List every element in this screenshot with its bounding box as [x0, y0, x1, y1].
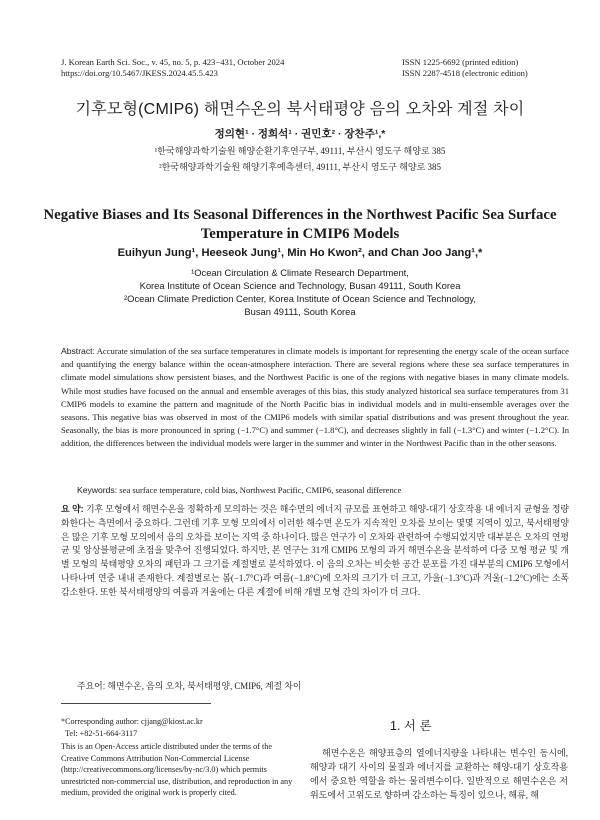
section-heading-introduction: 1. 서 론 [390, 719, 432, 733]
doi-link[interactable]: https://doi.org/10.5467/JKESS.2024.45.5.423 [61, 68, 218, 78]
open-access-notice: This is an Open-Access article distributed under the terms of the Creative Commons Attribution Non-Commercial License (http://creativecommons.org/licenses/by-nc/3.0) which permits unrestricted non-commercial use, distribution, and reproduction in any medium, provided the original work is properly cited. [61, 742, 293, 798]
abstract-label: Abstract: [61, 346, 95, 356]
keywords-label: Keywords: [77, 485, 118, 495]
journal-citation: J. Korean Earth Sci. Soc., v. 45, no. 5, p. 423−431, October 2024 [61, 57, 285, 67]
korean-affiliation-2: ²한국해양과학기술원 해양기후예측센터, 49111, 부산시 영도구 해양로 385 [158, 162, 442, 172]
english-abstract [61, 345, 569, 451]
corresponding-author [61, 716, 231, 739]
korean-title: 기후모형(CMIP6) 해면수온의 북서태평양 음의 오차와 계절 차이 [75, 101, 525, 118]
affiliation-1-line-2: Korea Institute of Ocean Science and Technology, Busan 49111, South Korea [139, 280, 461, 291]
english-affiliations [40, 266, 560, 318]
english-title: Negative Biases and Its Seasonal Differences in the Northwest Pacific Sea Surface Temperature in CMIP6 Models [43, 207, 557, 242]
introduction-text: 해면수온은 해양표층의 열에너지량을 나타내는 변수인 동시에, 해양과 대기 사이의 물질과 에너지를 교환하는 해양-대기 상호작용에서 중요한 역할을 하는 물리변수이다. 일반적으로 해면수온은 저위도에서 고위도로 향하며 감소하는 특징이 있으나, 해류, 해 [310, 748, 568, 800]
issn-print: ISSN 1225-6692 (printed edition) [402, 57, 519, 67]
korean-keywords [77, 679, 301, 692]
korean-authors: 정의현¹ · 정희석¹ · 권민호² · 장찬주¹,* [214, 128, 386, 140]
keywords-text: sea surface temperature, cold bias, Northwest Pacific, CMIP6, seasonal difference [119, 485, 402, 495]
korean-abstract-text: 기후 모형에서 해면수온을 정확하게 모의하는 것은 해수면의 에너지 규모를 표현하고 해양-대기 상호작용 내 에너지 균형을 정량화한다는 측면에서 중요하다. 그런데 기후 모형 모의에서 이러한 해수면 온도가 지속적인 오차를 보이는 몇몇 지역이 있고, 북서태평양은 많은 기후 모형 모의에서 음의 오차를 보이는 지역 중 하나이다. 많은 연구가 이 오차와 관련하여 수행되었지만 대부분은 오차의 연평균 및 앙상블평균에 초점을 맞추어 진행되었다. 하지만, 본 연구는 31개 CMIP6 모형의 과거 해면수온을 분석하여 다중 모형 평균 및 개별 모형의 북태평양 오차의 패턴과 그 크기를 계절별로 분석하였다. 이 음의 오차는 비슷한 공간 분포를 가진 대부분의 CMIP6 모형에서 나타나며 연중 내내 존재한다. 계절별로는 봄(−1.7°C)과 여름(−1.8°C)에 오차의 크기가 더 크고, 가을(−1.3°C)과 겨울(−1.2°C)에는 소폭 감소한다. 또한 북서태평양의 여름과 겨울에는 다른 계절에 비해 개별 모형 간의 차이가 더 크다. [61, 504, 569, 597]
footnote-divider [61, 703, 211, 704]
affiliation-2-line-1: ²Ocean Climate Prediction Center, Korea Institute of Ocean Science and Technology, [124, 293, 476, 304]
issn-electronic: ISSN 2287-4518 (electronic edition) [402, 68, 528, 78]
korean-abstract-label: 요 약: [61, 504, 84, 514]
korean-keywords-label: 주요어: [77, 681, 106, 691]
korean-abstract [61, 503, 569, 600]
affiliation-1-line-1: ¹Ocean Circulation & Climate Research Department, [191, 267, 409, 278]
abstract-text: Accurate simulation of the sea surface temperatures in climate models is important for representing the energy scale of the ocean surface and quantifying the energy balance within the ocean-atmosphere interaction. There are several regions where these sea surface temperatures in climate model simulations show persistent biases, and the Northwest Pacific is one of the regions with negative biases in many climate models. While most studies have focused on the annual and ensemble averages of this bias, this study analyzed historical sea surface temperatures from 31 CMIP6 models to examine the pattern and magnitude of the North Pacific bias in individual models and in multi-ensemble averages over the seasons. This negative bias was observed in most of the CMIP6 models with similar spatial distributions and was present throughout the year. Seasonally, the bias is more pronounced in spring (−1.7°C) and summer (−1.8°C), and decreases slightly in fall (−1.3°C) and winter (−1.2°C). In addition, the differences between the individual models were larger in the summer and winter in the Northwest Pacific than in the other seasons. [61, 346, 569, 449]
english-keywords [77, 485, 401, 495]
corresponding-email[interactable]: *Corresponding author: cjjang@kiost.ac.kr [61, 717, 203, 726]
korean-keywords-text: 해면수온, 음의 오차, 북서태평양, CMIP6, 계절 차이 [107, 681, 302, 691]
korean-affiliation-1: ¹한국해양과학기술원 해양순환기후연구부, 49111, 부산시 영도구 해양로 385 [154, 146, 446, 156]
corresponding-tel: Tel: +82-51-664-3117 [65, 728, 138, 738]
english-authors: Euihyun Jung¹, Heeseok Jung¹, Min Ho Kwon², and Chan Joo Jang¹,* [117, 247, 483, 259]
affiliation-2-line-2: Busan 49111, South Korea [244, 306, 356, 317]
